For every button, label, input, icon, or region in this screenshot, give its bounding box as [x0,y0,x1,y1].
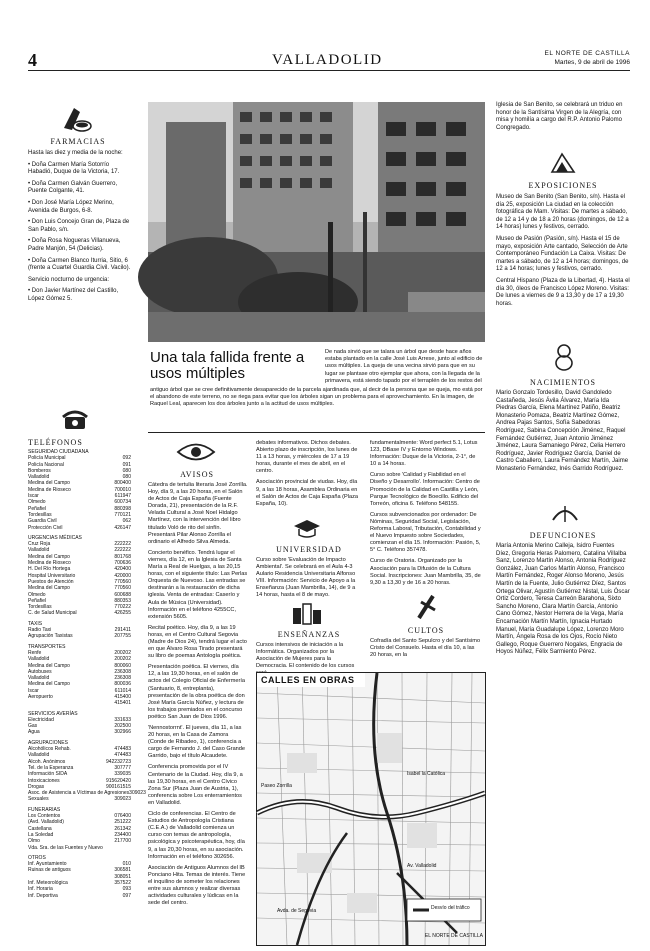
nacimientos-text: Mario Gonzalo Tordesillo, David Gandoledo Castañeda, Jesús Ávila Álvarez, María Ida Piedras García, Elena Martínez Patiño, Beatriz Monasterio Pomaza, Beatriz Martínez Gómez, Andrea Pajas Santos, Sofía Sabedoras Rodríguez, Sabina Concepción Jiménez, Raquel Fernández Gutiérrez, Juan Antonio Jiménez Jiménez, Laura Samaniego Pérez, Celia Herrero Rodríguez, Javier Rodríguez García, Daniel de Castro Caballero, Laura Fernández Martín, Jaime Monasterio Fernández, Inés Garrido Rodríguez. [496,390,629,472]
telefono-label: H. Del Río Hortega [28,566,71,573]
telefono-label: Cruz Roja [28,541,51,548]
pharmacy-icon [60,104,94,139]
telefono-label: Medina del Campo [28,480,70,487]
farmacia-item: • Don Luis Concejo Gran de, Plaza de San Pablo, s/n. [28,219,130,233]
telefono-label: Iscar [28,687,39,694]
telefonos-group-heading: TAXIS [28,620,43,627]
telefono-label: Policía Municipal [28,455,66,462]
farmacias-night-intro: Servicio nocturno de urgencia: [28,276,110,283]
issue-date: Martes, 9 de abril de 1996 [554,59,630,66]
telefono-number: 010 [122,861,131,868]
telefono-number: 942232723 [105,758,131,765]
telefono-label: Drogas [28,783,45,790]
telefono-label: Castellana [28,825,52,832]
exposiciones-body [496,194,630,312]
telefono-label: Inf. Deportiva [28,892,58,899]
exposicion-para: Museo de Pasión (Pasión, s/n). Hasta el 15 de mayo, exposición Arte cantado, Selección de Arte Contemporáneo Fundación La Caixa. Visitas: De martes a sábado, de 12 a 14 horas; domingos, de 12 a 14 horas; lunes y festivos, cerrado. [496,235,629,273]
paper-name: EL NORTE DE CASTILLA [544,50,630,57]
telefono-label: Aeropuerto [28,693,53,700]
telefono-label: Medina del Campo [28,553,70,560]
telefono-number: 800060 [114,662,131,669]
telefono-label: Olmedo [28,591,46,598]
telefono-label: Peñafiel [28,597,47,604]
telefono-number: 093 [122,886,131,893]
telefono-label: Electricidad [28,716,54,723]
telefono-number: 097 [122,892,131,899]
aviso-para: Concierto benéfico. Tendrá lugar el viernes, día 12, en la Iglesia de Santa María a Real de Huelgas, a las 20,15 horas, con el siguiente título: Las Perlas Orquesta de Nuevoso. Las entradas se destinarán a la restauración de dicha iglesia. Venta de entradas: Caserío y Aula de Música (Universidad). Información en el teléfono 4255CC, extensión 5605. [148,549,248,620]
telefono-number: 800400 [114,480,131,487]
graduation-cap-icon [292,518,322,545]
telefonos-title: TELÉFONOS [28,438,83,447]
telefono-number: 800036 [114,681,131,688]
telefono-number: 236308 [114,668,131,675]
exposiciones-title: EXPOSICIONES [528,181,598,190]
telefono-number: 915620420 [105,777,131,784]
telefono-label: Gas [28,723,38,730]
telefono-number: 415400 [114,693,131,700]
exposicion-para: Central Hispano (Plaza de la Libertad, 4). Hasta el día 30, óleos de Francisco López Moreno. Visitas: De lunes a viernes de 9 a 13,30 y de 17 a 19,30 horas. [496,277,630,307]
defunciones-text: María Antonia Merino Calleja, Isidro Fuentes Díez, Gregoria Heras Palomero, Catalina Villalba Sanz, Lorenzo Martín Alonso, Antonia Rodríguez González, Juan Carlos Martín Alonso, Francisco Martín Fernández, Roger Alonso Moreno, Jesús Martín de la Fuente, Julio Gutiérrez Díez, Santos Ortega Olivar, Agustín Gutiérrez Nistal, Luis Óscar Ortiz Cordero, Teresa Carreón Barahona, Sixto Sancho Moreno, Clara Martín García, Antonio Cano Gómez, Nestor Herrera de la Vega, María Encarnación Martín Martín, Ignacia Hurtado Manuel, María Guadalupe López, Lorenzo Moro Martín, Ángela Rosa de los Ojos, Rocío Nieto Gallego, Roque Guerrero Nogales, Engracia de Hoyos Núñez, Félix Sarmiento Pérez. [496,543,630,656]
telefono-label: Inf. Horaria [28,886,53,893]
telefono-number: 770222 [114,604,131,611]
telefono-label: Vda. Sra. de las Fuentes y Nuevo [28,844,103,851]
aviso-para: 'Nennostorrnt'. El jueves, día 11, a las 20 horas, en la Casa de Zamora (Conde de Ribadeo, 1), conferencia a cargo de Fernando J. del Caso Grande Garrido, bajo el título Alcaudete. [148,725,246,760]
telefono-number: 611947 [114,493,131,500]
main-body: antiguo árbol que se cree definitivamente desaparecido de la parcela ajardinada que, al decir de la persona que se queja, mo está por el abandono de este terreno, no se riega para evitar que los árboles sigan un problema para el aprovechamiento. En la imagen, de Raquel Leal, aparecen los dos árboles junto a la actitud de usos múltiples. [150,387,483,408]
aviso-para: Recital poético. Hoy, día 9, a las 19 horas, en el Centro Cultural Segovia (Madre de Dios 24), tendrá lugar el acto en que Álvaro Rosa Tirado presentará su libro de poemas Antología poética. [148,624,247,660]
telefono-label: (Avd. Valladolid) [28,819,64,826]
telefono-number: 900161515 [105,783,131,790]
telephone-icon [60,405,90,440]
telefono-row [28,729,131,735]
telefono-label: Ruinas de antiguos [28,867,71,874]
telefonos-list [28,449,146,899]
telefono-number: 234400 [114,831,131,838]
telefono-row [28,633,131,639]
telefono-label: Policía Nacional [28,461,64,468]
telefono-number: 217700 [114,838,131,845]
ensenanzas-text: Cursos intensivos de iniciación a la Informática. Organizados por la Asociación de Mujeres para la Democracia. El contenido de los cursos [256,642,355,670]
universidad-title: UNIVERSIDAD [276,545,342,554]
telefono-number: 611014 [114,687,131,694]
telefono-label: Valladolid [28,474,50,481]
telefono-number: 202500 [114,723,131,730]
telefono-number: 339035 [114,771,131,778]
map-legend: Desvío del tráfico [431,905,470,911]
telefono-label: Puestos de Atención [28,578,74,585]
col-right-para: Curso sobre 'Calidad y Fiabilidad en el Diseño y Desarrollo'. Información: Centro de Promoción de la Calidad en Castilla y León, Parque Tecnológico de Boecillo. Edificio del Torreón, oficina 6. Teléfono 548155. [370,472,480,507]
telefono-label: C. de Salud Municipal [28,610,77,617]
telefono-number: 200202 [114,656,131,663]
telefono-number: 309023 [114,796,131,803]
telefono-label: Guardia Civil [28,518,57,525]
telefono-label: Renfe [28,649,42,656]
map-label: Avda. de Segovia [277,908,317,914]
telefono-row [28,893,131,899]
avisos-body [148,482,248,911]
telefono-number: 308051 [114,873,131,880]
farmacias-title: FARMACIAS [50,137,106,146]
telefono-label: Medina del Campo [28,662,70,669]
telefono-number: 076400 [114,813,131,820]
telefono-label: Valladolid [28,547,50,554]
telefono-label: Iscar [28,493,39,500]
telefono-number: 261342 [114,825,131,832]
telefono-label: Tordesillas [28,511,52,518]
telefono-label: Agua [28,729,40,736]
ensenanzas-title: ENSEÑANZAS [277,630,341,639]
books-icon [290,600,324,631]
exposition-icon [546,150,580,183]
telefono-number: 080 [122,474,131,481]
telefono-row [28,845,131,851]
telefono-label: Tordesillas [28,604,52,611]
telefono-row [28,610,131,616]
col-mid-para: debates informativos. Dichos debates. Abierto plazo de inscripción, los lunes de 11 a 13 horas, y miércoles de 17 a 19 horas, durante el mes de abril, en el centro. [256,440,358,475]
aviso-para: Cátedra de tertulia literaria José Zorrilla. Hoy, día 9, a las 20 horas, en el Salón de Actos de Caja España (Fuente Dorada, 21), presentación de la R.F. Velada Cultural a José Noel Hidalgo Martínez, con la intervención del libro titulado Voló de rito del sinfín. Presentará Pilar Alonso Zorrilla el ordinario el Alfredo Silva Almeda. [148,482,248,545]
nacimientos-title: NACIMIENTOS [530,378,596,387]
telefono-number: 415401 [114,700,131,707]
telefono-label: Hospital Universitario [28,572,76,579]
aviso-para: Presentación poética. El viernes, día 12, a las 19,30 horas, en el salón de actos del Colegio Oficial de Enfermería (Santuario, 8, entreplanta), presentación de la obra poética de don José María García Núñez, y lectura de los trabajos premiados en el concurso poético San Juan de Dios 1996. [148,664,246,720]
cross-icon [413,592,441,627]
col-mid-body [256,440,362,512]
telefono-label: Asoc. de Asistencia a Víctimas de Agresiones [28,790,130,797]
telefono-label: Medina de Rioseco [28,486,71,493]
telefono-label: Alcoh. Anónimos [28,758,66,765]
avisos-title: AVISOS [180,470,214,479]
telefono-number: 357522 [114,880,131,886]
farmacia-item: • Doña Rosa Nogueras Villanueva, Padre Manjón, 54 (Delicias). [28,238,121,252]
telefonos-group-heading: SERVICIOS AVERÍAS [28,710,78,717]
telefono-label: Valladolid [28,675,50,682]
col-right-para: fundamentalmente: Word perfect 5.1, Lotus 123, DBase IV y Entorno Windows. Información: Duque de la Victoria, 2-1°, de 10 a 14 horas. [370,440,478,468]
col-right-body [370,440,482,591]
telefono-number: 880353 [114,597,131,604]
aviso-para: Conferencia promovida por el IV Centenario de la Ciudad. Hoy, día 9, a las 19,30 horas, en el Centro Cívico Zona Sur (Plaza Juan de Austria, 1), conferencia sobre Los enterramientos en Valladolid. [148,764,243,806]
telefono-number: 600688 [114,591,131,598]
col-mid-para: Asociación provincial de viudas. Hoy, día 9, a las 18 horas, Asamblea Ordinaria en el Salón de Actos de Caja España (Plaza España, 10). [256,479,358,507]
telefono-label: Olmedo [28,499,46,506]
telefono-label: Medina del Campo [28,585,70,592]
header-rule [28,70,630,71]
telefono-number: 426255 [114,610,131,617]
aviso-para: Ciclo de conferencias. El Centro de Estudios de Antropología Cristiana (C.E.A.) de Valladolid comienza un curso con temas de antropología, psicológica y psicoterapéutica, hoy, día 9, a las 20,30 horas, en su asociación. Información en el teléfono 302656. [148,811,245,860]
section-title: VALLADOLID [272,52,383,68]
telefono-number: 306581 [114,867,131,874]
telefono-label: Sexuales [28,796,49,803]
telefono-number: 291411 [114,627,131,634]
telefono-number: 426147 [114,524,131,531]
telefono-number: 062 [122,518,131,525]
telefono-number: 092 [122,455,131,462]
defunciones-icon [550,500,580,531]
map-title: CALLES EN OBRAS [261,675,355,685]
telefono-label: Radio Taxi [28,627,52,634]
telefono-number: 307777 [114,764,131,771]
telefono-number: 600734 [114,499,131,506]
telefono-number: 331633 [114,716,131,723]
iglesias-text: Iglesia de San Benito, se celebrará un triduo en honor de la Santísima Virgen de la Alegría, con misa y homilía a cargo del R.P. Antonio Palomo Congregado. [496,102,623,131]
telefono-label: Los Contentos [28,813,61,820]
telefono-label: Peñafiel [28,505,47,512]
cultos-text: Cofradía del Santo Sepulcro y del Santísimo Cristo del Consuelo. Hasta el día 10, a las 20 horas, en la [370,638,481,659]
telefonos-group-heading: OTROS [28,854,46,861]
telefono-number: 080 [122,467,131,474]
telefono-number: 302966 [114,729,131,736]
main-headline: Una tala fallida frente a usos múltiples [150,349,305,382]
telefono-number: 251222 [114,819,131,826]
telefono-label: Bomberos [28,467,51,474]
telefono-label: Protección Civil [28,524,63,531]
telefonos-group-heading: TRANSPORTES [28,643,66,650]
eye-icon [176,441,216,468]
telefonos-group-heading: FUNERARIAS [28,806,61,813]
telefonos-group-heading: URGENCIAS MÉDICAS [28,534,82,541]
telefono-number: 474483 [114,746,131,753]
nacimientos-icon [552,342,576,377]
telefono-label: Información SIDA [28,771,68,778]
telefono-label: Olmo [28,838,40,845]
col-right-para: Curso de Oratoria. Organizado por la Asociación para la Difusión de la Cultura Social. Inscripciones: Juan Mambrilla, 35, de 9,30 a 13,30 y de 16 a 20 horas. [370,558,481,586]
farmacia-item: • Doña Carmen Blanco Iturria, Sitio, 6 (frente a Cuartel Guardia Civil. Vacilo). [28,257,131,272]
farmacias-intro: Hasta las diez y media de la noche: [28,150,123,156]
telefono-number: 091 [122,461,131,468]
telefono-row [28,525,131,531]
farmacia-item: • Don José María López Merino, Avenida de Burgos, 6-8. [28,199,114,214]
telefono-label: Alcohólicos Rehab. [28,746,71,753]
telefono-number: 700010 [114,486,131,493]
col-right-para: Cursos subvencionados por ordenador: De Nóminas, Seguridad Social, Legislación, Reforma Laboral, Tributación, Contabilidad y el Nuevo Impuesto sobre Sociedades, comienzan el día 15. Información: Pasión, 5, 5° C. Teléfono 357478. [370,511,481,554]
telefono-number: 200202 [114,649,131,656]
telefono-label: Valladolid [28,656,50,663]
map-label: Paseo Zorrilla [261,783,292,789]
article-rule [148,432,485,433]
street-map [256,672,486,946]
telefono-number: 236308 [114,675,131,682]
farmacia-item: • Doña Carmen Galván Guerrero, Puente Colgante, 41. [28,180,118,195]
telefonos-group-heading: AGRUPACIONES [28,739,68,746]
telefono-number: 309023 [129,790,146,797]
telefono-label: Medina del Campo [28,681,70,688]
telefono-label: Agrupación Taxistas [28,633,73,640]
telefono-label: La Soledad [28,831,54,838]
farmacias-body [28,150,132,308]
telefono-label: Valladolid [28,752,50,759]
telefono-label: Tel. de la Esperanza [28,764,74,771]
telefono-row [28,796,131,802]
farmacia-item: • Doña Carmen María Sotorrío Habadió, Duque de la Victoria, 17. [28,161,120,176]
telefono-number: 474483 [114,752,131,759]
telefono-number: 770121 [114,511,131,518]
telefono-number: 420400 [114,566,131,573]
telefono-number: 770560 [114,585,131,592]
map-label: Av. Valladolid [407,863,437,869]
telefono-number: 222222 [114,541,131,548]
map-credit: EL NORTE DE CASTILLA [424,933,483,939]
exposicion-para: Museo de San Benito (San Benito, s/n). Hasta el día 25, exposición La ciudad en la colección fotográfica de Mam. Visitas: De martes a sábado, de 12 a 14 y de 18 a 20 horas (domingos, de 12 a 14 horas) lunes y festivos, cerrado. [496,194,629,231]
telefono-number: 207755 [114,633,131,640]
telefono-label: Intoxicaciones [28,777,60,784]
telefonos-group-heading: SEGURIDAD CIUDADANA [28,449,89,455]
defunciones-title: DEFUNCIONES [529,531,597,540]
main-lead: De nada sirvió que se talara un árbol que desde hace años estaba plantado en la calle José Luis Arrese, junto al edificio de usos múltiples. La queja de una vecina sirvió para que en su lugar se plantase otro ejemplar que ahora, con la llegada de la primavera, está siendo tapado por el terraplén de los restos del [325,349,483,384]
telefono-number: 770560 [114,578,131,585]
aviso-para: Asociación de Antiguos Alumnos del IB Ponciano Hita. Temas de interés. Tiene el inquilino de someter los relaciones entre sus alumnos y realizar diversas actividades culturales y lúdicas en la sede del centro. [148,864,246,907]
telefono-number: 880398 [114,505,131,512]
page-number: 4 [28,50,37,70]
telefono-label: Autobuses [28,668,52,675]
telefono-number: 222222 [114,547,131,554]
telefono-label: Inf. Ayuntamiento [28,861,67,868]
telefono-label: Inf. Meteorológica [28,880,68,886]
telefono-number: 700636 [114,560,131,567]
map-label: Isabel la Católica [407,771,446,777]
telefono-row [28,700,131,706]
telefono-number: 420000 [114,572,131,579]
universidad-text: Curso sobre 'Evaluación de Impacto Ambiental'. Se celebrará en el Aula 4-3 Aulario Residencia Universitaria Alfonso VIII. Información: Servicio de Apoyo a la Enseñanza (Juan Mambrilla, 14), de 9 a 14 horas, hasta el 8 de mayo. [256,557,356,599]
telefono-label: Medina de Rioseco [28,560,71,567]
cultos-title: CULTOS [407,626,445,635]
news-photo [148,102,485,342]
farmacia-night-item: • Don Javier Martínez del Castillo, López Gómez 5. [28,288,119,302]
telefono-number: 801768 [114,553,131,560]
